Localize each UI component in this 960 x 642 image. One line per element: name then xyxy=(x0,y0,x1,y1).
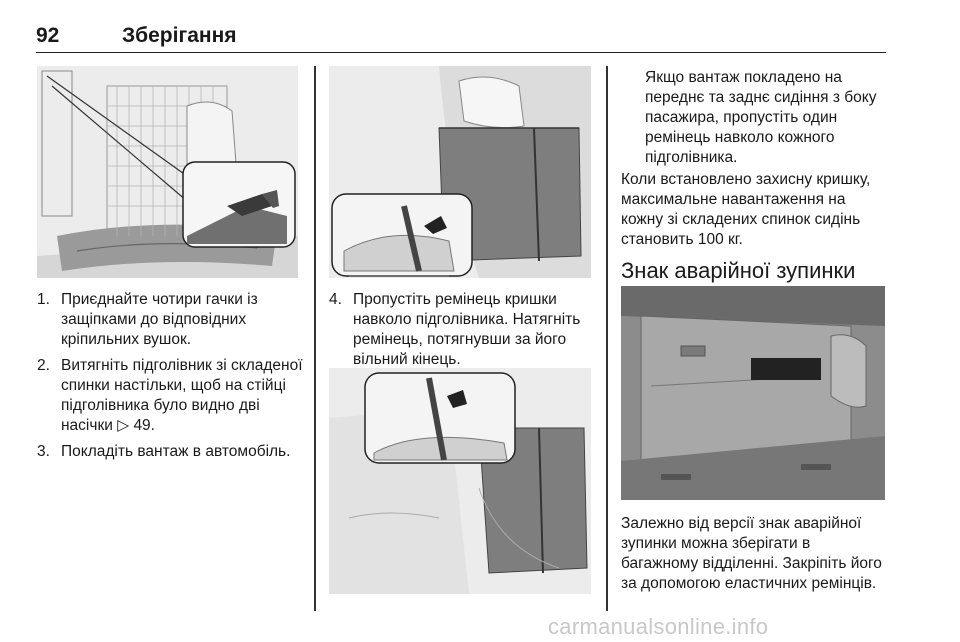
step-text: Пропустіть ремінець кришки навколо підголівника. Натягніть ремінець, потягнувши за його вільний кінець. xyxy=(353,291,581,368)
page-number: 92 xyxy=(36,24,60,47)
watermark: carmanualsonline.info xyxy=(548,614,769,639)
column-divider-right xyxy=(606,66,608,611)
figure-cargo-cover-hooks xyxy=(37,66,298,278)
page-header xyxy=(36,16,886,53)
figure-strap-tension xyxy=(329,368,591,594)
figure-warning-triangle-storage xyxy=(621,286,885,500)
list-item xyxy=(37,290,303,350)
list-item xyxy=(37,356,303,436)
list-item xyxy=(329,290,597,370)
load-limit-paragraph: Коли встановлено захисну кришку, максимальне навантаження на кожну зі складених спинок сидінь становить 100 кг. xyxy=(621,171,871,248)
warning-triangle-paragraph: Залежно від версії знак аварійної зупинки можна зберігати в багажному відділенні. Закріпіть його за допомогою еластичних ремінців. xyxy=(621,515,882,592)
page-reference-link[interactable]: 49. xyxy=(133,417,155,434)
step-text: Покладіть вантаж в автомобіль. xyxy=(61,443,291,460)
step-number: 1. xyxy=(37,291,50,308)
heading-warning-triangle: Знак аварійної зупинки xyxy=(621,258,856,283)
step-number: 4. xyxy=(329,291,342,308)
section-title: Зберігання xyxy=(122,24,237,47)
step-text: Витягніть підголівник зі складеної спинки настільки, щоб на стійці підголівника було видно дві насічки xyxy=(61,357,303,434)
triangle-reference-icon: ▷ xyxy=(117,417,130,434)
step-text: Приєднайте чотири гачки із защіпками до відповідних кріпильних вушок. xyxy=(61,291,258,348)
steps-list-column1 xyxy=(37,290,303,468)
steps-list-column2 xyxy=(329,290,597,376)
column-divider-left xyxy=(314,66,316,611)
step-number: 2. xyxy=(37,357,50,374)
list-item xyxy=(37,442,303,462)
intro-paragraph: Якщо вантаж покладено на переднє та заднє сидіння з боку пасажира, пропустіть один ремінець навколо кожного підголівника. xyxy=(645,69,877,166)
figure-strap-around-headrest xyxy=(329,66,591,278)
step-number: 3. xyxy=(37,443,50,460)
